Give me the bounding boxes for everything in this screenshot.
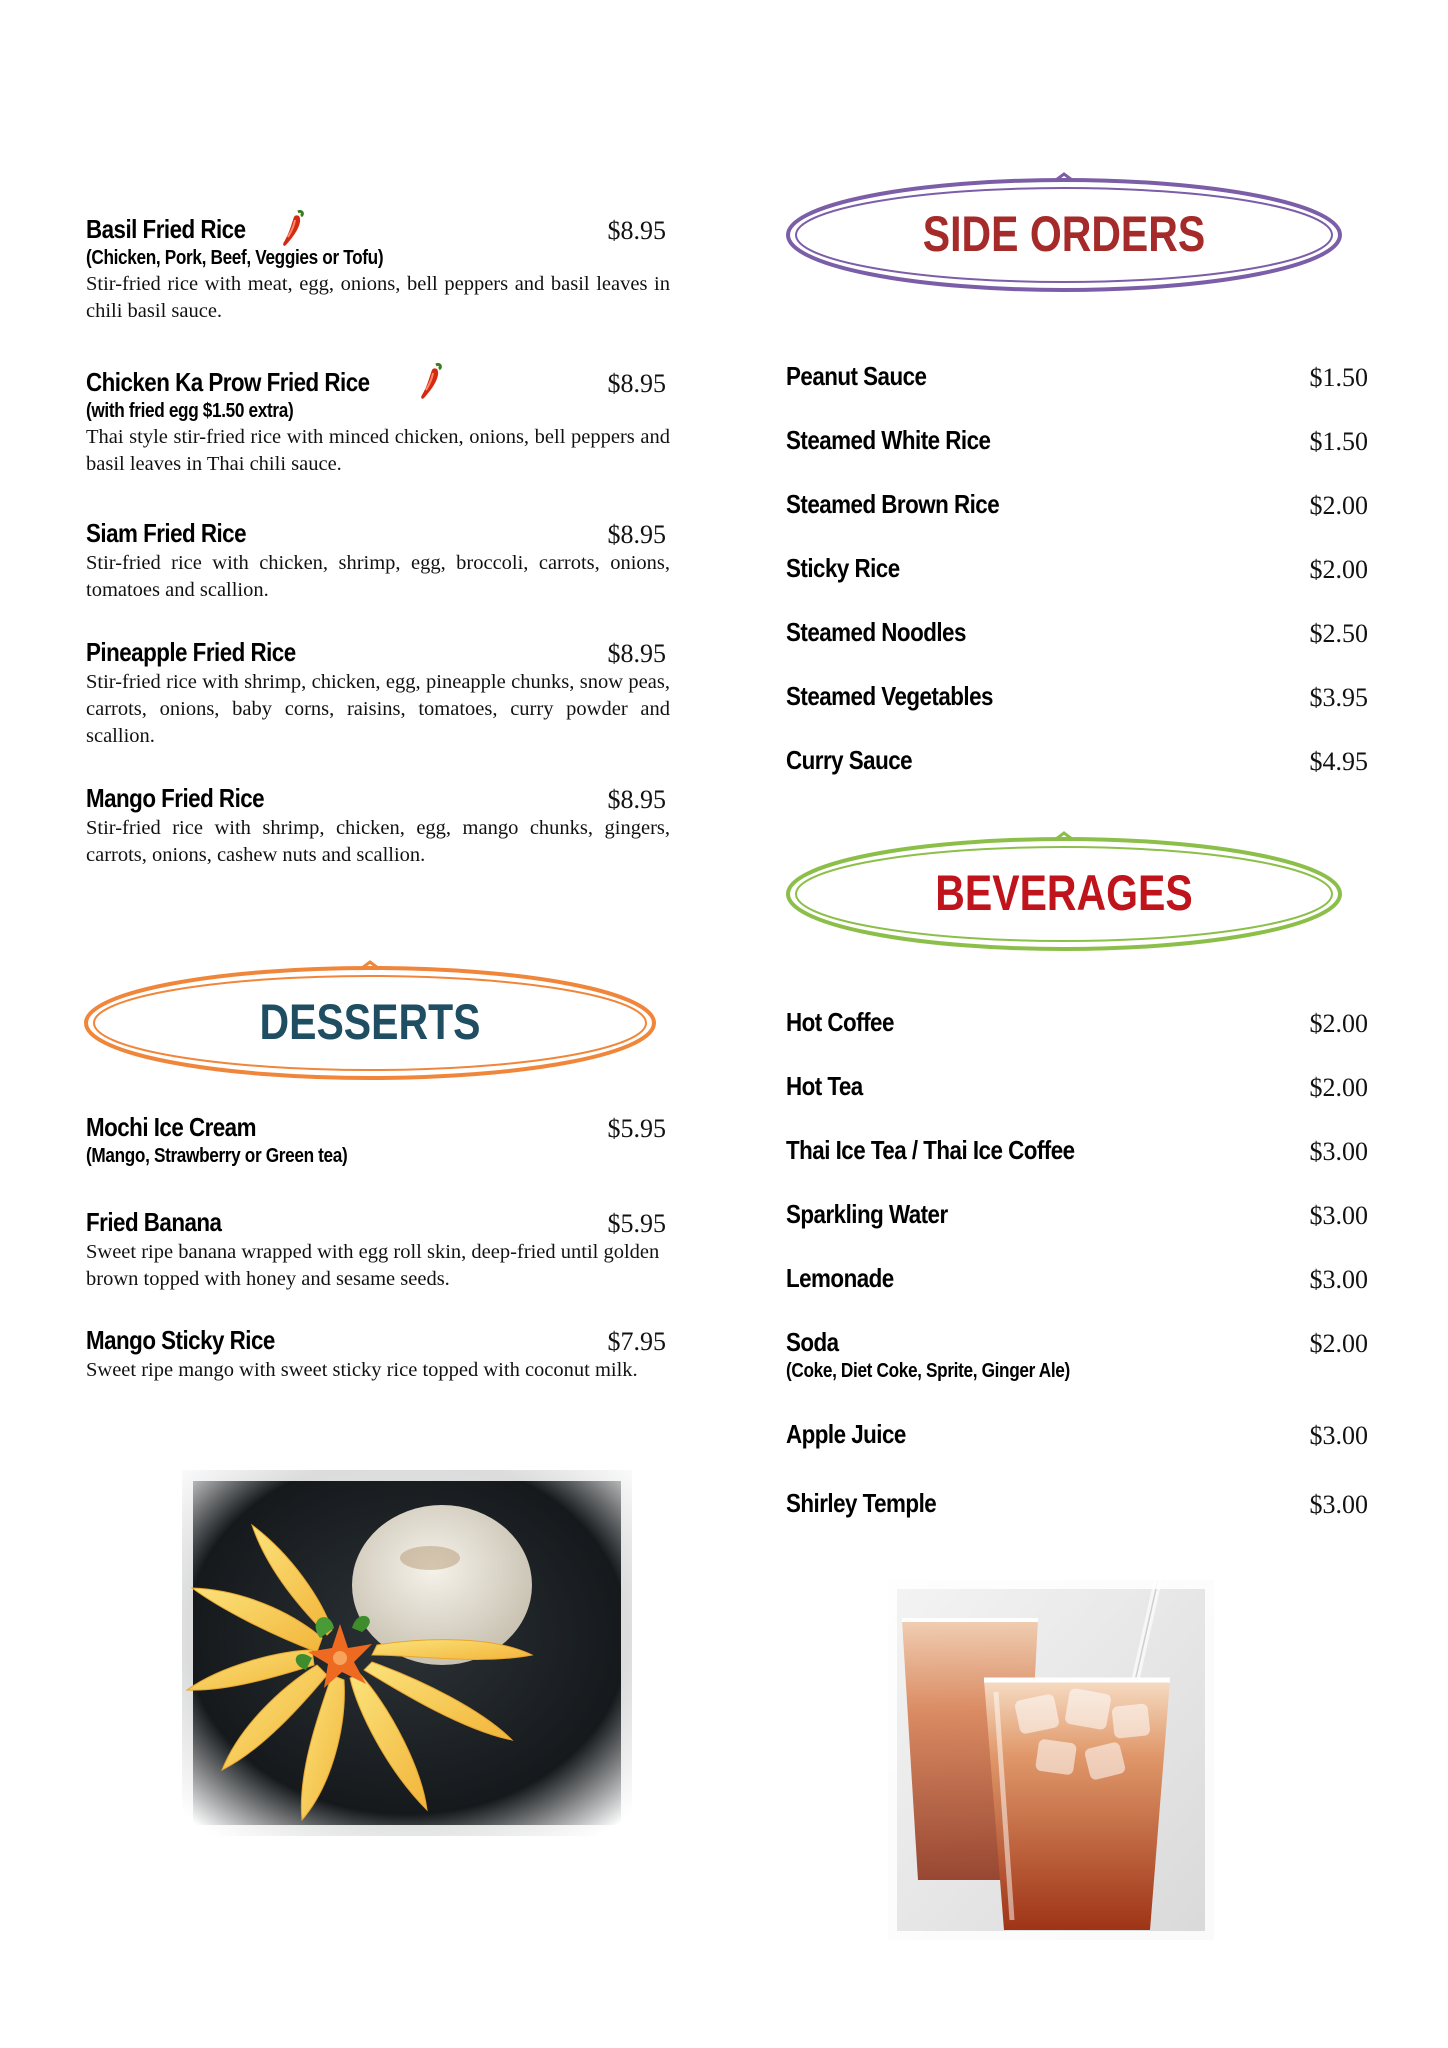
chili-pepper-icon	[418, 361, 444, 405]
beverage-item-apple-juice	[786, 1419, 1368, 1450]
item-price: $7.95	[607, 1327, 666, 1356]
item-name: Curry Sauce	[786, 745, 913, 775]
item-description: Sweet ripe banana wrapped with egg roll skin, deep-fried until golden brown topped with honey and sesame seeds.	[86, 1241, 660, 1290]
item-name: Thai Ice Tea / Thai Ice Coffee	[786, 1135, 1075, 1165]
item-price: $3.00	[1309, 1137, 1368, 1166]
item-description: Stir-fried rice with shrimp, chicken, egg, pineapple chunks, snow peas, carrots, onions, baby corns, raisins, tomatoes, curry powder and scallion.	[86, 671, 670, 747]
item-options: (with fried egg $1.50 extra)	[86, 400, 294, 422]
item-description: Stir-fried rice with chicken, shrimp, egg, broccoli, carrots, onions, tomatoes and scallion.	[86, 552, 670, 601]
item-description: Thai style stir-fried rice with minced chicken, onions, bell peppers and basil leaves in Thai chili sauce.	[86, 426, 670, 475]
item-name: Fried Banana	[86, 1207, 222, 1237]
item-name: Mango Sticky Rice	[86, 1325, 275, 1355]
item-options: (Coke, Diet Coke, Sprite, Ginger Ale)	[786, 1360, 1070, 1382]
item-name: Pineapple Fried Rice	[86, 637, 296, 667]
item-name: Apple Juice	[786, 1419, 906, 1449]
side-item-sticky-rice	[786, 553, 1368, 584]
item-options: (Chicken, Pork, Beef, Veggies or Tofu)	[86, 247, 384, 269]
side-item-steamed-brown-rice	[786, 489, 1368, 520]
item-price: $8.95	[607, 785, 666, 814]
item-description: Sweet ripe mango with sweet sticky rice topped with coconut milk.	[86, 1359, 638, 1381]
side-item-curry-sauce	[786, 745, 1368, 776]
item-price: $3.00	[1309, 1265, 1368, 1294]
side-item-steamed-noodles	[786, 617, 1368, 648]
item-options: (Mango, Strawberry or Green tea)	[86, 1145, 348, 1167]
beverage-item-sparkling-water	[786, 1199, 1368, 1230]
item-price: $1.50	[1309, 363, 1368, 392]
menu-item-mochi-ice-cream	[86, 1112, 670, 1168]
item-price: $3.00	[1309, 1421, 1368, 1450]
item-description: Stir-fried rice with meat, egg, onions, bell peppers and basil leaves in chili basil sauce.	[86, 273, 670, 322]
side-item-steamed-vegetables	[786, 681, 1368, 712]
item-price: $3.00	[1309, 1201, 1368, 1230]
menu-item-basil-fried-rice	[86, 214, 670, 325]
item-name: Sparkling Water	[786, 1199, 948, 1229]
menu-item-pineapple-fried-rice	[86, 637, 670, 750]
item-price: $8.95	[607, 639, 666, 668]
item-price: $1.50	[1309, 427, 1368, 456]
item-name: Hot Coffee	[786, 1007, 894, 1037]
item-name: Peanut Sauce	[786, 361, 927, 391]
item-name: Shirley Temple	[786, 1488, 937, 1518]
side-item-steamed-white-rice	[786, 425, 1368, 456]
item-price: $5.95	[607, 1209, 666, 1238]
item-name: Steamed Brown Rice	[786, 489, 1000, 519]
menu-item-mango-sticky-rice	[86, 1325, 670, 1384]
side-orders-banner	[784, 172, 1344, 298]
item-name: Lemonade	[786, 1263, 894, 1293]
item-name: Hot Tea	[786, 1071, 863, 1101]
section-title: SIDE ORDERS	[922, 206, 1206, 262]
beverage-item-soda	[786, 1327, 1368, 1383]
item-price: $8.95	[607, 216, 666, 245]
item-name: Sticky Rice	[786, 553, 900, 583]
section-title: DESSERTS	[259, 994, 481, 1050]
item-price: $5.95	[607, 1114, 666, 1143]
item-price: $8.95	[607, 369, 666, 398]
item-price: $2.00	[1309, 1329, 1368, 1358]
beverage-item-hot-coffee	[786, 1007, 1368, 1038]
item-price: $2.00	[1309, 1073, 1368, 1102]
item-price: $2.00	[1309, 555, 1368, 584]
section-title: BEVERAGES	[935, 865, 1193, 921]
item-name: Soda	[786, 1327, 839, 1357]
item-name: Steamed Vegetables	[786, 681, 993, 711]
item-price: $3.00	[1309, 1490, 1368, 1519]
chili-pepper-icon	[280, 208, 306, 252]
item-name: Steamed Noodles	[786, 617, 966, 647]
mango-sticky-rice-photo	[182, 1470, 632, 1836]
beverage-item-shirley-temple	[786, 1488, 1368, 1519]
item-price: $8.95	[607, 520, 666, 549]
item-name: Mochi Ice Cream	[86, 1112, 256, 1142]
item-name: Siam Fried Rice	[86, 518, 247, 548]
menu-item-chicken-ka-prow-fried-rice	[86, 367, 670, 478]
beverages-banner	[784, 831, 1344, 957]
beverage-item-lemonade	[786, 1263, 1368, 1294]
item-name: Mango Fried Rice	[86, 783, 265, 813]
item-price: $2.00	[1309, 1009, 1368, 1038]
beverage-item-hot-tea	[786, 1071, 1368, 1102]
side-item-peanut-sauce	[786, 361, 1368, 392]
item-price: $2.00	[1309, 491, 1368, 520]
item-price: $3.95	[1309, 683, 1368, 712]
item-price: $2.50	[1309, 619, 1368, 648]
beverage-item-thai-ice-tea-coffee	[786, 1135, 1368, 1166]
menu-item-siam-fried-rice	[86, 518, 670, 604]
thai-iced-tea-photo	[888, 1580, 1214, 1940]
item-price: $4.95	[1309, 747, 1368, 776]
desserts-banner	[82, 960, 658, 1086]
item-description: Stir-fried rice with shrimp, chicken, egg, mango chunks, gingers, carrots, onions, cashew nuts and scallion.	[86, 817, 670, 866]
item-name: Basil Fried Rice	[86, 214, 246, 244]
menu-item-fried-banana	[86, 1207, 670, 1293]
item-name: Chicken Ka Prow Fried Rice	[86, 367, 370, 397]
item-name: Steamed White Rice	[786, 425, 991, 455]
menu-item-mango-fried-rice	[86, 783, 670, 869]
